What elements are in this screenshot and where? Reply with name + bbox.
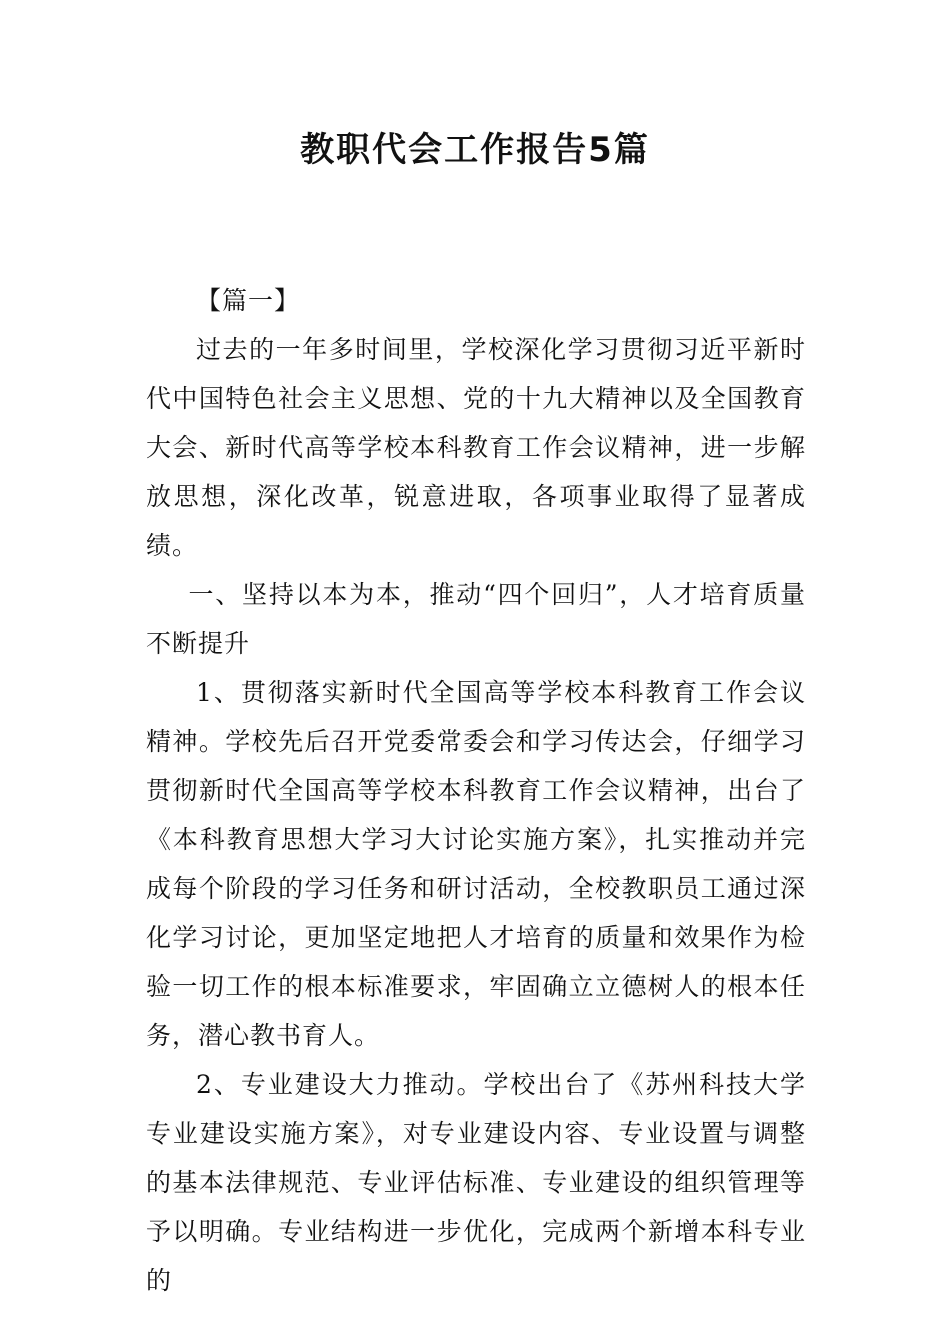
document-title: 教职代会工作报告5篇	[300, 130, 650, 170]
section-label: 【篇一】	[196, 286, 301, 315]
paragraph-item-1: 1、贯彻落实新时代全国高等学校本科教育工作会议精神。学校先后召开党委常委会和学习传达会，仔细学习贯彻新时代全国高等学校本科教育工作会议精神，出台了《本科教育思想大学习大讨论实施方案》，扎实推动并完成每个阶段的学习任务和研讨活动，全校教职员工通过深化学习讨论，更加坚定地把人才培育的质量和效果作为检验一切工作的根本标准要求，牢固确立立德树人的根本任务，潜心教书育人。	[146, 678, 806, 1050]
paragraph-item-2: 2、专业建设大力推动。学校出台了《苏州科技大学专业建设实施方案》，对专业建设内容、专业设置与调整的基本法律规范、专业评估标准、专业建设的组织管理等予以明确。专业结构进一步优化，完成两个新增本科专业的	[146, 1070, 806, 1295]
paragraph-intro: 过去的一年多时间里，学校深化学习贯彻习近平新时代中国特色社会主义思想、党的十九大精神以及全国教育大会、新时代高等学校本科教育工作会议精神，进一步解放思想，深化改革，锐意进取，各项事业取得了显著成绩。	[146, 335, 806, 560]
document-body	[146, 276, 806, 1305]
section-heading-1: 一、坚持以本为本，推动“四个回归”，人才培育质量不断提升	[146, 580, 806, 658]
